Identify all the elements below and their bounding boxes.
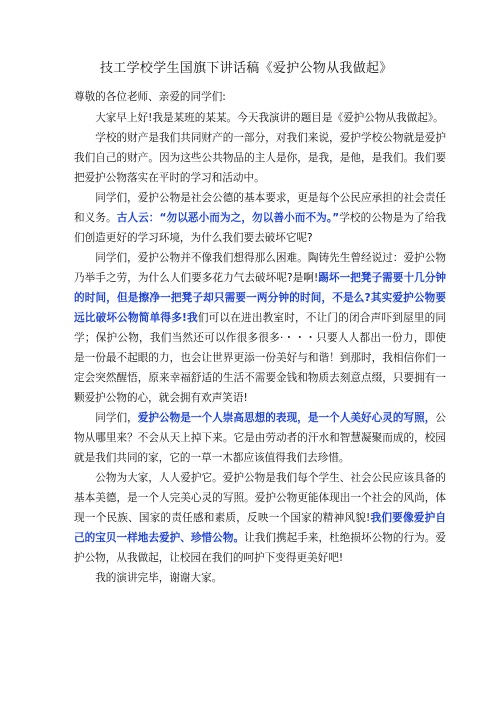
paragraph-text: 大家早上好!我是某班的某某。今天我演讲的题目是《爱护公物从我做起》。 — [95, 112, 444, 124]
paragraph-6 — [74, 468, 446, 568]
paragraph-text: 公物为大家，人人爱护它。爱护公物是我们每个学生、社会公民应该具备的基本美德，是一个人完美心灵的写照。爱护公物更能体现出一个社会的风尚，体现一个民族、国家的责任感和素质，反映一个国家的精神风貌! — [74, 472, 446, 524]
document-title: 技工学校学生国旗下讲话稿《爱护公物从我做起》 — [100, 61, 393, 76]
closing-paragraph — [74, 568, 446, 588]
paragraph-text: 同学们，爱护公物并不像我们想得那么困难。陶铸先生曾经说过：爱护公物乃举手之劳，为什么人们要多花力气去破坏呢?是啊! — [74, 252, 446, 284]
highlighted-text: 爱护公物是一个人崇高思想的表现，是一个人美好心灵的写照， — [137, 412, 436, 424]
paragraph-text: 我的演讲完毕，谢谢大家。 — [95, 572, 223, 584]
paragraph-text: 让我们携起手来，杜绝损坏公物的行为。爱护公物，从我做起，让校园在我们的呵护下变得更美好吧! — [74, 532, 447, 564]
paragraph-text: 同学们，爱护公物是社会公德的基本要求，更是每个公民应承担的社会责任和义务。 — [74, 192, 446, 224]
document-page — [74, 60, 446, 588]
paragraph-4 — [74, 248, 446, 408]
paragraph-text: 公物从哪里来？不会从天上掉下来。它是由劳动者的汗水和智慧凝聚而成的，校园就是我们共同的家，它的一草一木都应该值得我们去珍惜。 — [74, 412, 447, 464]
salutation: 尊敬的各位老师、亲爱的同学们: — [74, 91, 226, 103]
highlighted-text: 我们要像爱护自己的宝贝一样地去爱护、珍惜公物。 — [74, 512, 446, 544]
highlighted-text: 踢坏一把凳子需要十几分钟的时间，但是擦净一把凳子却只需要一两分钟的时间，不是么?其实爱护公物要远比破坏公物简单得多!我 — [74, 272, 446, 324]
paragraph-3 — [74, 188, 446, 248]
highlighted-quote: 古人云：“勿以恶小而为之，勿以善小而不为。” — [116, 212, 340, 224]
paragraph-text: 们可以在进出教室时，不让门的闭合声吓到屋里的同学；保护公物，我们当然还可以作很多很多·・・・只要人人都出一份力，即使是一份最不起眼的力，也会让世界更添一份美好与和谐！到那时，我相信你们一定会突然醒悟，原来幸福舒适的生活不需要金钱和物质去刻意点缀，只要拥有一颗爱护公物的心，就会拥有欢声笑语! — [74, 312, 446, 404]
paragraph-text: 学校的公物是为了给我们创造更好的学习环境，为什么我们要去破坏它呢? — [74, 212, 447, 244]
paragraph-1 — [74, 108, 446, 128]
paragraph-5 — [74, 408, 446, 468]
paragraph-text: 学校的财产是我们共同财产的一部分，对我们来说，爱护学校公物就是爱护我们自己的财产。因为这些公共物品的主人是你，是我，是他，是我们。我们要把爱护公物落实在平时的学习和活动中。 — [74, 132, 446, 184]
paragraph-text: 同学们， — [95, 412, 138, 424]
paragraph-2 — [74, 128, 446, 188]
